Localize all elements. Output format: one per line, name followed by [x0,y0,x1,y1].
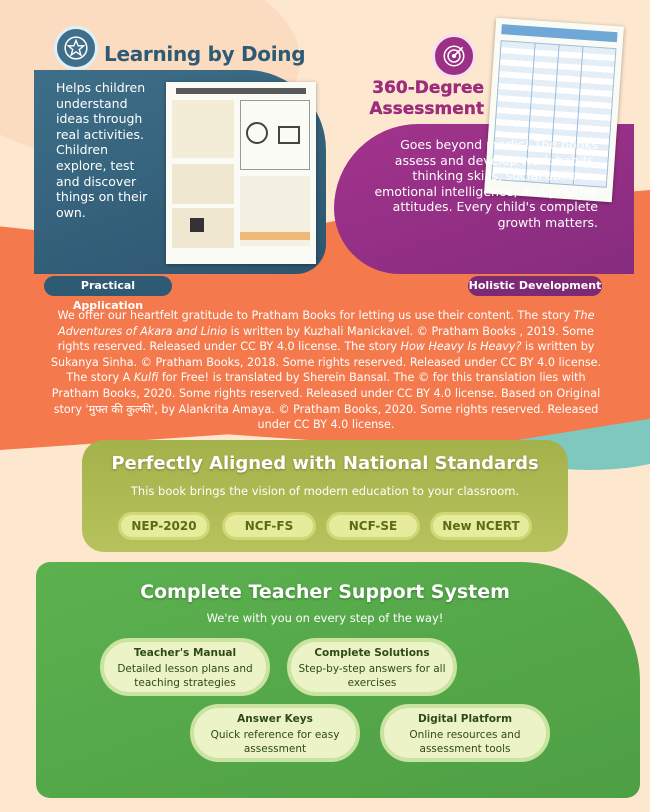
support-card-description: Online resources and assessment tools [409,729,521,755]
teacher-support-title: Complete Teacher Support System [140,581,510,603]
standard-tag-new-ncert: New NCERT [430,512,532,540]
learning-by-doing-description: Helps children understand ideas through real activities. Children explore, test and discover things on their own. [56,80,148,220]
standards-subtitle: This book brings the vision of modern education to your classroom. [130,484,520,498]
support-card-title: Answer Keys [237,713,313,725]
support-card-title: Teacher's Manual [133,647,237,659]
support-card-title: Digital Platform [417,713,513,725]
standard-tag-ncf-se: NCF-SE [326,512,420,540]
credits-text-4: for Free! is translated by Sherein Bansal. The © for this translation lies with Pratham Books, 2020. Some rights reserved. Released under CC BY 4.0 license. Based on Original story 'मुफ्त की कुल्फी', by Alankrita Amaya. © Pratham Books, 2020. Some rights reserved. Released under CC BY 4.0 license. [51,371,601,432]
standards-title: Perfectly Aligned with National Standards [111,453,539,474]
learning-by-doing-title: Learning by Doing [104,42,306,66]
star-badge-icon [54,26,98,70]
assessment-title: 360-Degree Assessment [369,78,484,119]
target-icon [432,34,476,78]
support-card-complete-solutions [287,638,457,696]
support-card-description: Quick reference for easy assessment [210,729,340,755]
credits-story-3: Kulfi [133,371,159,385]
support-card-teachers-manual [100,638,270,696]
support-card-answer-keys [190,704,360,762]
credits-story-2: How Heavy Is Heavy? [400,340,522,354]
teacher-support-subtitle: We're with you on every step of the way! [206,611,444,625]
support-card-digital-platform [380,704,550,762]
credits-text-1: We offer our heartfelt gratitude to Pratham Books for letting us use their content. The story [57,309,574,322]
practical-application-pill: Practical Application [44,276,172,296]
credits-text-2: is written by Kuzhali Manickavel. © Pratham Books , 2019. Some rights reserved. Released under CC BY 4.0 license. The story [57,324,594,354]
assessment-description: Goes beyond marks! The books assess and develop work habits, thinking skills, social abilities, emotional intelligence, and positive attitudes. Every child's complete growth matters. [374,137,598,230]
acknowledgement-credits [46,308,606,433]
standard-tag-ncf-fs: NCF-FS [222,512,316,540]
standard-tag-nep-2020: NEP-2020 [118,512,210,540]
support-card-title: Complete Solutions [314,647,430,659]
support-card-description: Detailed lesson plans and teaching strategies [117,663,253,689]
credits-text-3: is written by Sukanya Sinha. © Pratham Books, 2018. Some rights reserved. Released under CC BY 4.0 license. The story A [50,340,602,385]
credits-story-1: The Adventures of Akara and Linio [58,309,595,338]
support-card-description: Step-by-step answers for all exercises [298,663,446,689]
holistic-development-pill: Holistic Development [468,276,602,296]
activity-worksheet-image [166,82,316,264]
